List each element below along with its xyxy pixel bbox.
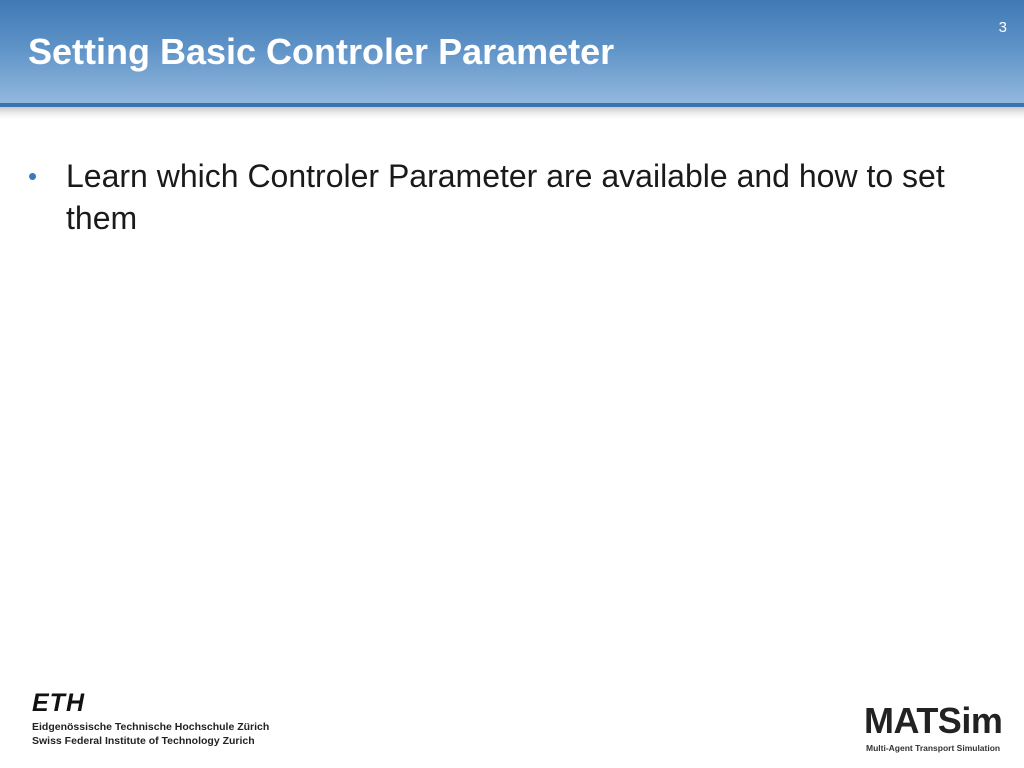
eth-name-english: Swiss Federal Institute of Technology Zurich xyxy=(32,735,255,747)
bullet-icon: • xyxy=(28,161,38,191)
eth-name-german: Eidgenössische Technische Hochschule Zürich xyxy=(32,721,270,733)
eth-wordmark: ETH xyxy=(32,689,85,717)
eth-logo xyxy=(30,689,270,750)
bullet-item xyxy=(28,155,968,239)
bullet-text: Learn which Controler Parameter are available and how to set them xyxy=(66,158,945,236)
matsim-wordmark: MATSim xyxy=(864,700,1003,741)
slide-title: Setting Basic Controler Parameter xyxy=(28,31,615,72)
page-number: 3 xyxy=(998,19,1007,36)
slide-content xyxy=(28,155,968,239)
matsim-tagline: Multi-Agent Transport Simulation xyxy=(866,743,1001,753)
title-bar-shadow xyxy=(0,107,1024,119)
matsim-logo xyxy=(862,700,1012,755)
title-bar xyxy=(0,0,1024,103)
